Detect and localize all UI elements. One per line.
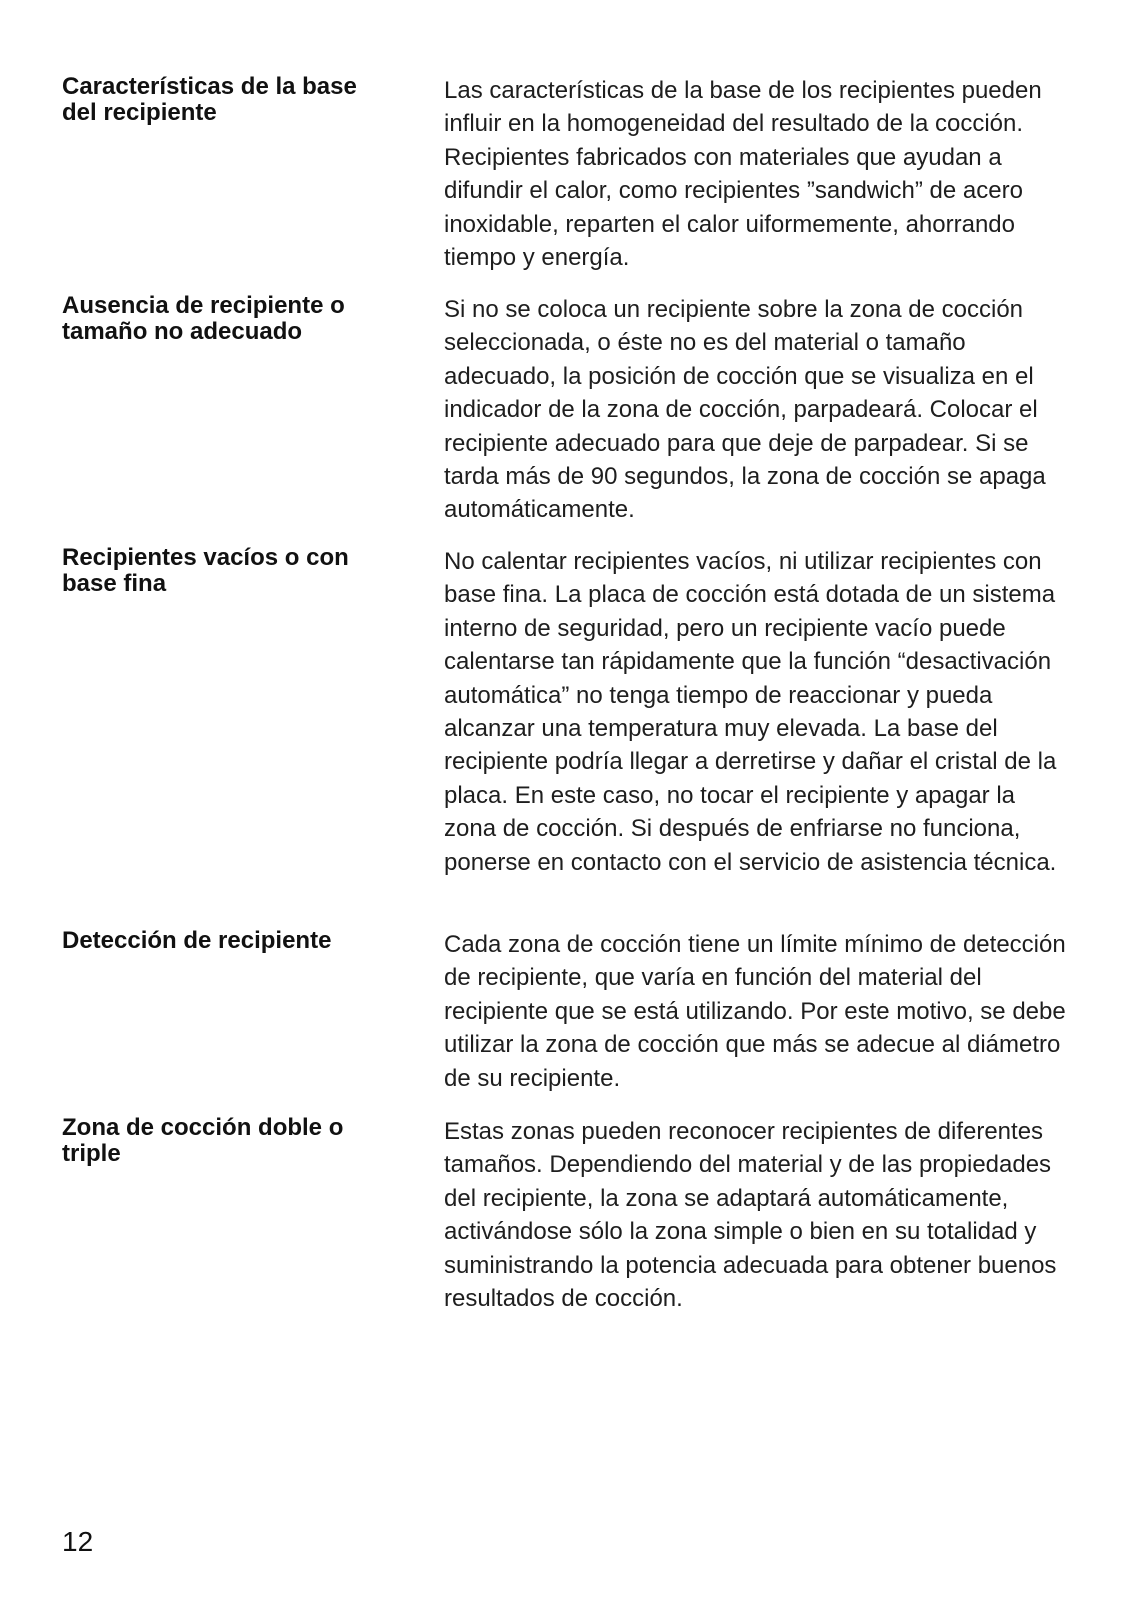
section-heading: Características de la base del recipiente [62, 73, 357, 126]
section-body: Si no se coloca un recipiente sobre la zona de cocción seleccionada, o éste no es del material o tamaño adecuado, la posición de cocción que se visualiza en el indicador de la zona de cocción, parpadeará. Colocar el recipiente adecuado para que deje de parpadear. Si se tarda más de 90 segundos, la zona de cocción se apaga automáticamente. [444, 296, 1046, 524]
section-heading: Detección de recipiente [62, 927, 332, 954]
section-heading: Ausencia de recipiente o tamaño no adecuado [62, 292, 345, 345]
section-body: No calentar recipientes vacíos, ni utilizar recipientes con base fina. La placa de cocción está dotada de un sistema interno de seguridad, pero un recipiente vacío puede calentarse tan rápidamente que la función “desactivación automática” no tenga tiempo de reaccionar y pueda alcanzar una temperatura muy elevada. La base del recipiente podría llegar a derretirse y dañar el cristal de la placa. En este caso, no tocar el recipiente y apagar la zona de cocción. Si después de enfriarse no funciona, ponerse en contacto con el servicio de asistencia técnica. [444, 548, 1057, 876]
page-number: 12 [62, 1526, 94, 1557]
section-body: Cada zona de cocción tiene un límite mínimo de detección de recipiente, que varía en función del material del recipiente que se está utilizando. Por este motivo, se debe utilizar la zona de cocción que más se adecue al diámetro de su recipiente. [444, 931, 1066, 1092]
section-body: Estas zonas pueden reconocer recipientes de diferentes tamaños. Dependiendo del material y de las propiedades del recipiente, la zona se adaptará automáticamente, activándose sólo la zona simple o bien en su totalidad y suministrando la potencia adecuada para obtener buenos resultados de cocción. [444, 1118, 1057, 1313]
section-heading: Recipientes vacíos o con base fina [62, 544, 349, 597]
section-body: Las características de la base de los recipientes pueden influir en la homogeneidad del resultado de la cocción. Recipientes fabricados con materiales que ayudan a difundir el calor, como recipientes ”sandwich” de acero inoxidable, reparten el calor uiformemente, ahorrando tiempo y energía. [444, 77, 1042, 272]
section-heading: Zona de cocción doble o triple [62, 1114, 344, 1167]
